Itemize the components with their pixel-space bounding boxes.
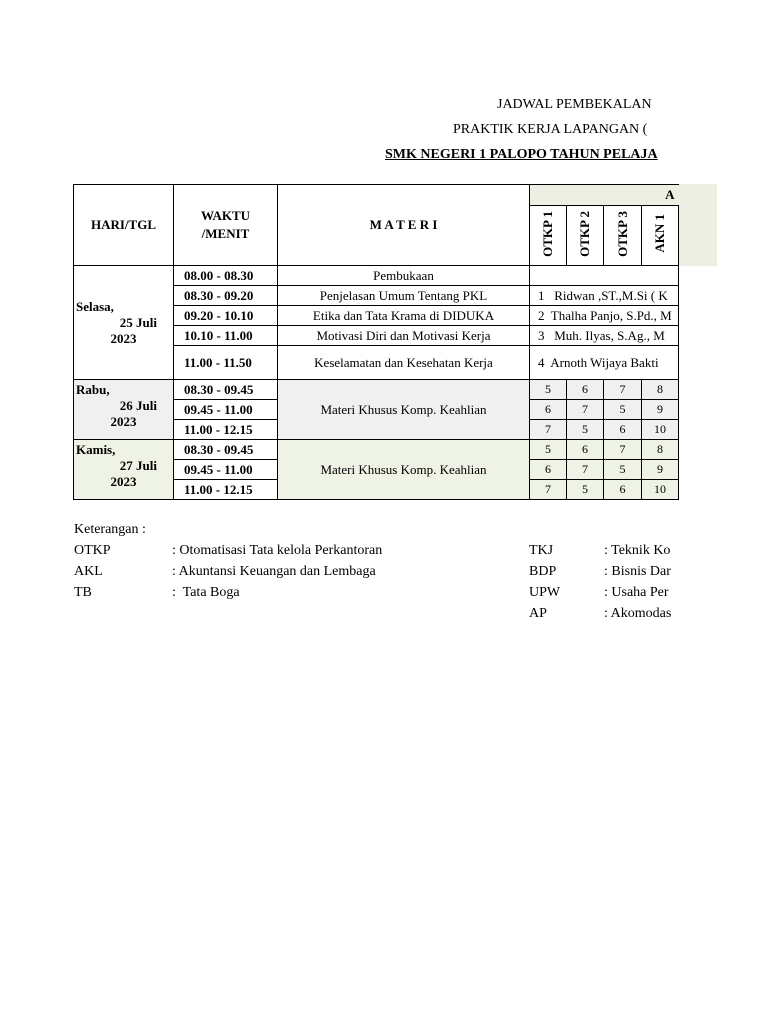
time-cell: 08.30 - 09.45 bbox=[174, 440, 278, 460]
value-cell: 6 bbox=[604, 420, 642, 440]
value-cell: 9 bbox=[642, 460, 679, 480]
time-cell: 09.45 - 11.00 bbox=[174, 460, 278, 480]
class-column-header: OTKP 2 bbox=[567, 206, 604, 266]
value-cell: 5 bbox=[567, 480, 604, 500]
legend-item: AP : Akomodas bbox=[529, 606, 672, 621]
value-cell: 5 bbox=[530, 440, 567, 460]
value-cell: 10 bbox=[642, 480, 679, 500]
speaker-cell: 4 Arnoth Wijaya Bakti bbox=[530, 346, 679, 380]
materi-cell: Penjelasan Umum Tentang PKL bbox=[278, 286, 530, 306]
materi-cell: Etika dan Tata Krama di DIDUKA bbox=[278, 306, 530, 326]
schedule-table bbox=[73, 184, 679, 500]
class-column-header: OTKP 3 bbox=[604, 206, 642, 266]
time-cell: 11.00 - 12.15 bbox=[174, 480, 278, 500]
value-cell: 5 bbox=[530, 380, 567, 400]
value-cell: 5 bbox=[604, 400, 642, 420]
value-cell: 7 bbox=[604, 380, 642, 400]
materi-cell: Motivasi Diri dan Motivasi Kerja bbox=[278, 326, 530, 346]
value-cell: 5 bbox=[567, 420, 604, 440]
materi-cell: Pembukaan bbox=[278, 266, 530, 286]
title-line-1: JADWAL PEMBEKALAN bbox=[497, 97, 652, 112]
legend-item: TKJ : Teknik Ko bbox=[529, 543, 671, 558]
time-cell: 09.45 - 11.00 bbox=[174, 400, 278, 420]
legend-item: AKL : Akuntansi Keuangan dan Lembaga bbox=[74, 564, 376, 579]
value-cell: 6 bbox=[567, 440, 604, 460]
legend-heading: Keterangan : bbox=[74, 522, 146, 537]
class-column-header: OTKP 1 bbox=[530, 206, 567, 266]
materi-cell: Keselamatan dan Kesehatan Kerja bbox=[278, 346, 530, 380]
day-cell: Rabu, 26 Juli 2023 bbox=[74, 380, 174, 440]
header-materi: M A T E R I bbox=[278, 185, 530, 266]
speaker-cell: 2 Thalha Panjo, S.Pd., M bbox=[530, 306, 679, 326]
legend-left bbox=[74, 520, 514, 604]
speaker-cell: 3 Muh. Ilyas, S.Ag., M bbox=[530, 326, 679, 346]
value-cell: 5 bbox=[604, 460, 642, 480]
value-cell: 6 bbox=[604, 480, 642, 500]
time-cell: 11.00 - 12.15 bbox=[174, 420, 278, 440]
time-cell: 10.10 - 11.00 bbox=[174, 326, 278, 346]
value-cell: 7 bbox=[530, 480, 567, 500]
value-cell: 9 bbox=[642, 400, 679, 420]
value-cell: 7 bbox=[567, 460, 604, 480]
day-cell: Kamis, 27 Juli 2023 bbox=[74, 440, 174, 500]
day-cell: Selasa, 25 Juli 2023 bbox=[74, 266, 174, 380]
class-column-header: AKN 1 bbox=[642, 206, 679, 266]
legend-item: TB : Tata Boga bbox=[74, 585, 240, 600]
legend-right bbox=[529, 541, 717, 625]
title-line-3: SMK NEGERI 1 PALOPO TAHUN PELAJA bbox=[385, 147, 658, 162]
value-cell: 6 bbox=[567, 380, 604, 400]
value-cell: 6 bbox=[530, 460, 567, 480]
value-cell: 6 bbox=[530, 400, 567, 420]
time-cell: 11.00 - 11.50 bbox=[174, 346, 278, 380]
value-cell: 7 bbox=[530, 420, 567, 440]
speaker-cell: 1 Ridwan ,ST.,M.Si ( K bbox=[530, 286, 679, 306]
materi-cell: Materi Khusus Komp. Keahlian bbox=[278, 440, 530, 500]
speaker-cell bbox=[530, 266, 679, 286]
time-cell: 09.20 - 10.10 bbox=[174, 306, 278, 326]
header-day: HARI/TGL bbox=[74, 185, 174, 266]
value-cell: 7 bbox=[567, 400, 604, 420]
table-row bbox=[74, 266, 679, 286]
materi-cell: Materi Khusus Komp. Keahlian bbox=[278, 380, 530, 440]
time-cell: 08.30 - 09.20 bbox=[174, 286, 278, 306]
time-cell: 08.00 - 08.30 bbox=[174, 266, 278, 286]
value-cell: 8 bbox=[642, 440, 679, 460]
value-cell: 8 bbox=[642, 380, 679, 400]
legend-item: UPW : Usaha Per bbox=[529, 585, 669, 600]
value-cell: 7 bbox=[604, 440, 642, 460]
legend-item: BDP : Bisnis Dar bbox=[529, 564, 671, 579]
header-shade bbox=[679, 184, 717, 266]
title-line-2: PRAKTIK KERJA LAPANGAN ( bbox=[453, 122, 648, 137]
value-cell: 10 bbox=[642, 420, 679, 440]
header-group: A bbox=[530, 185, 679, 206]
time-cell: 08.30 - 09.45 bbox=[174, 380, 278, 400]
header-time: WAKTU /MENIT bbox=[174, 185, 278, 266]
legend-item: OTKP : Otomatisasi Tata kelola Perkantoran bbox=[74, 543, 383, 558]
table-row bbox=[74, 380, 679, 400]
table-row bbox=[74, 440, 679, 460]
